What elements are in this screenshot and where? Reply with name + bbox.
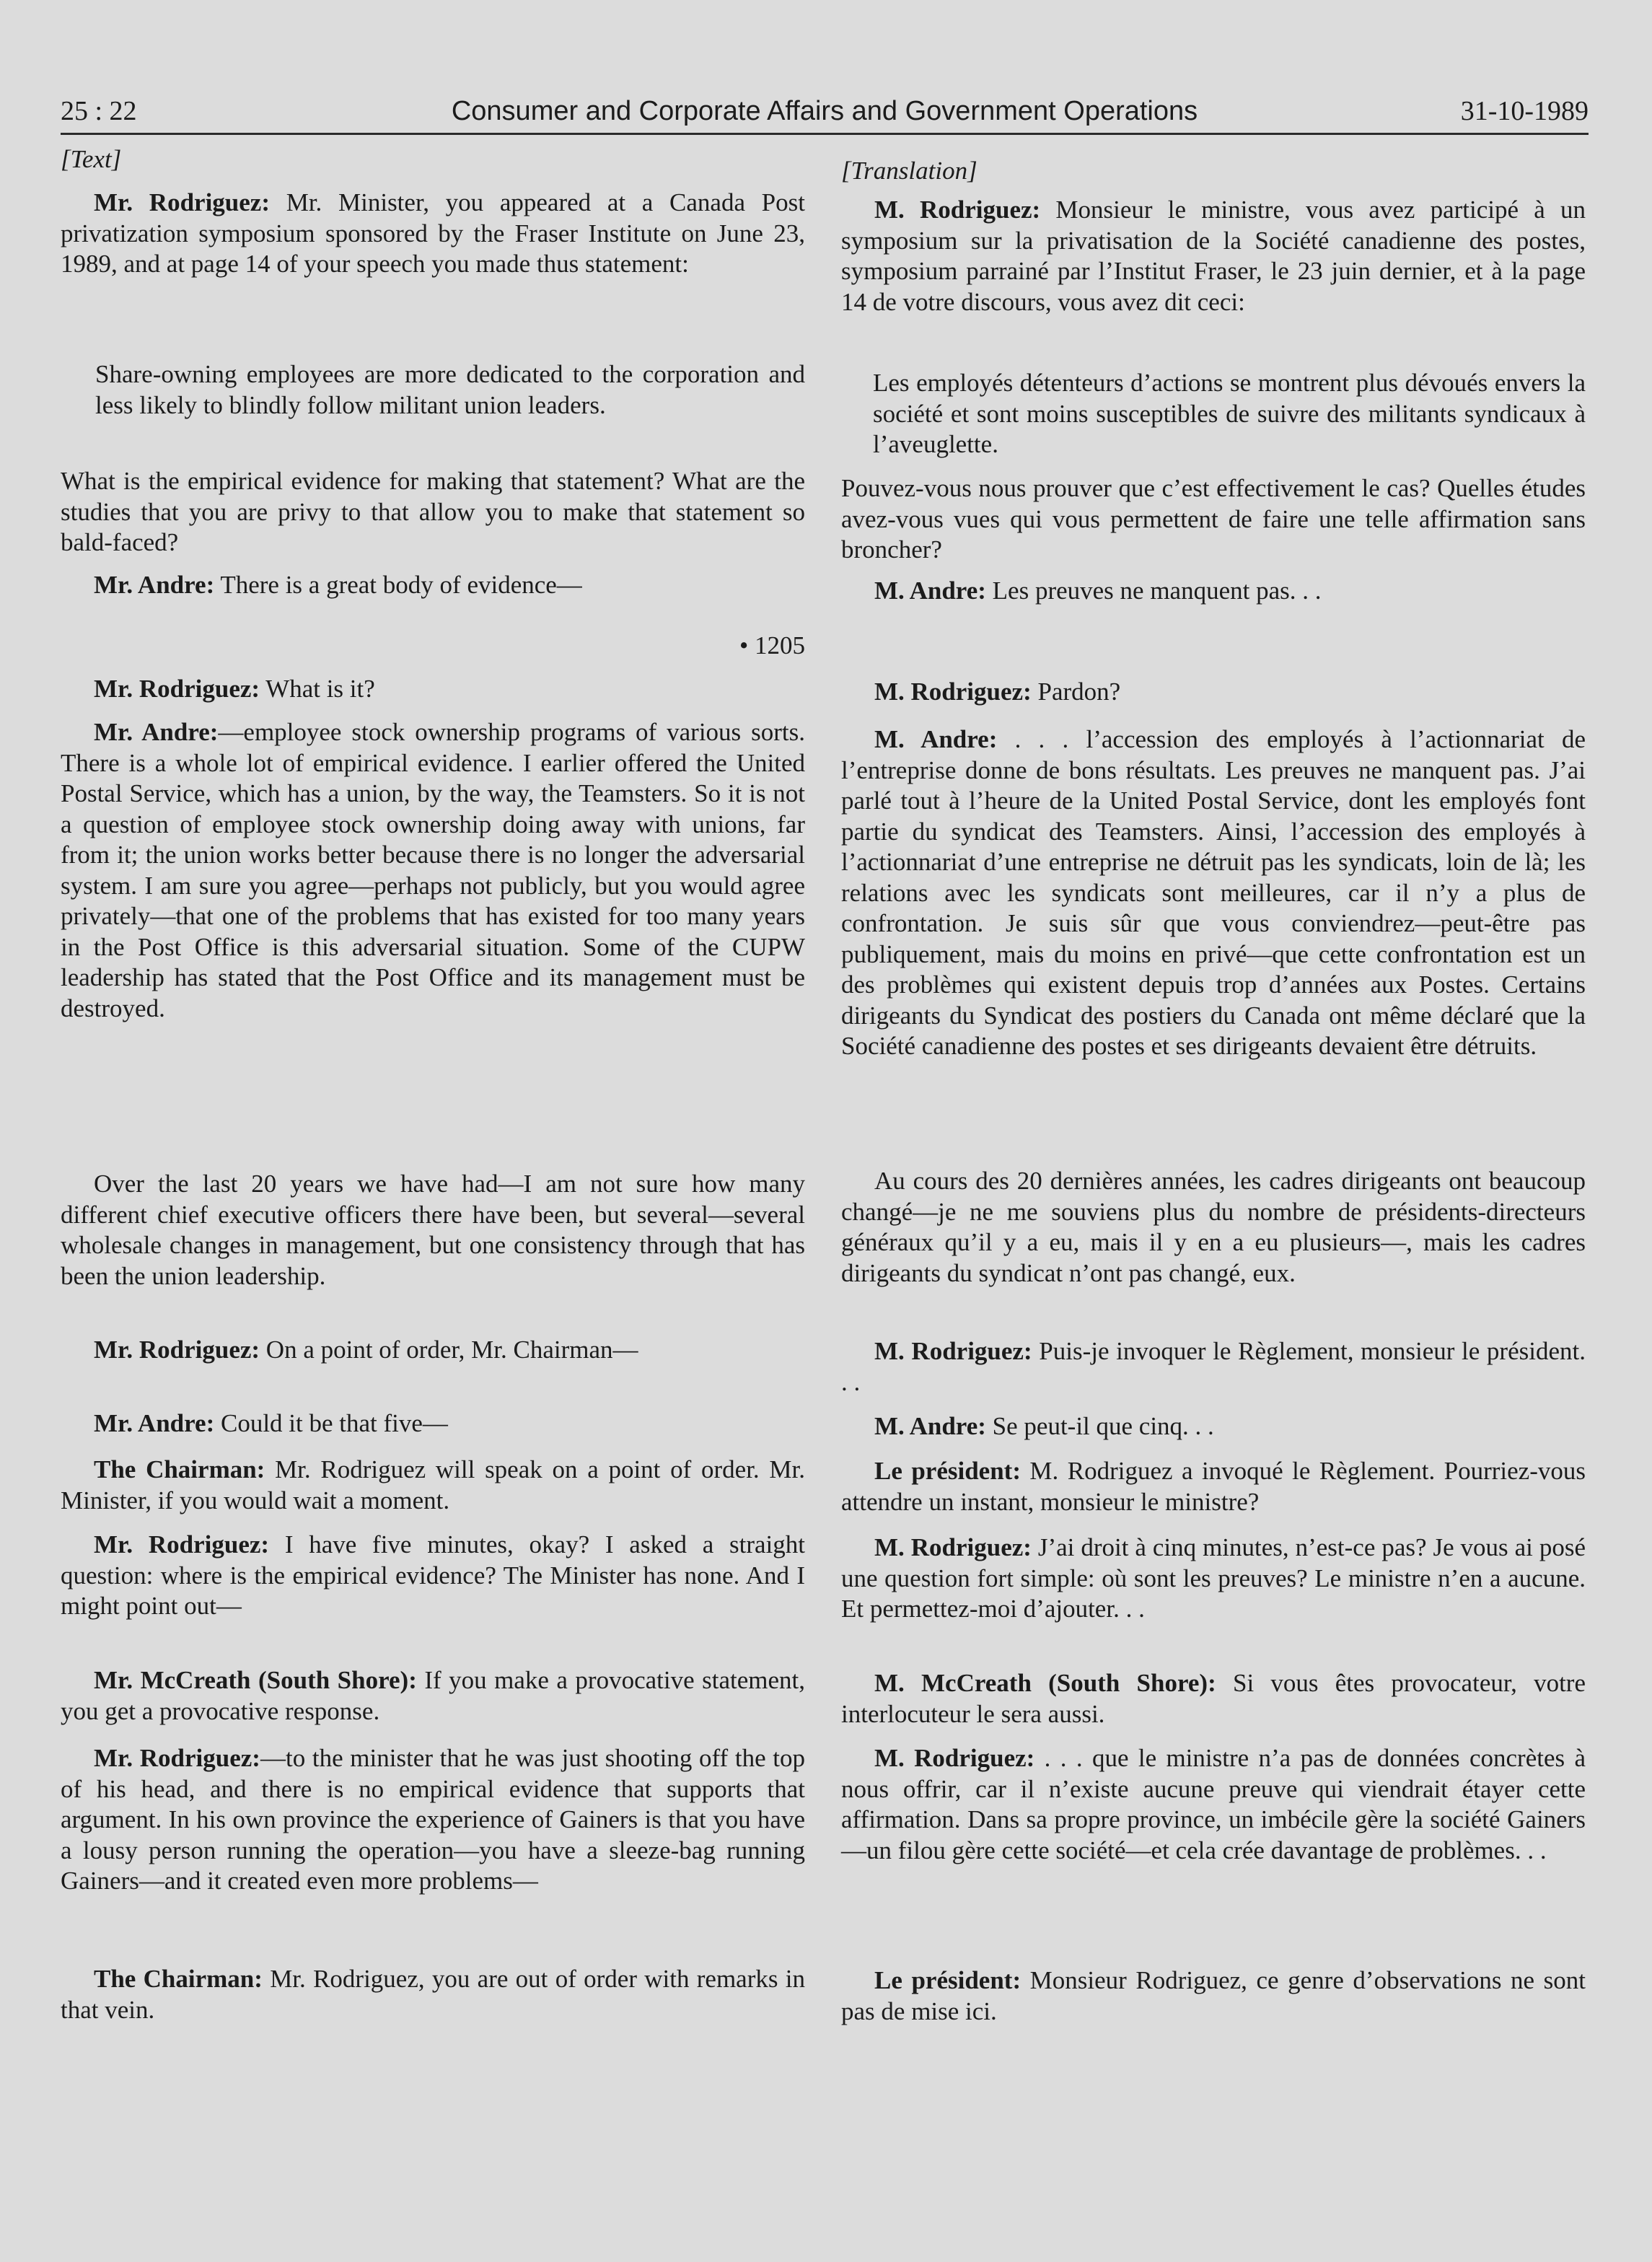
paragraph [841,1533,1586,1625]
text-tag: [Text] [61,145,122,173]
block-quote: Les employés détenteurs d’actions se montrent plus dévoués envers la société et sont moins susceptibles de suivre des militants syndicaux à l’aveuglette. [873,369,1586,458]
paragraph [841,1336,1586,1398]
paragraph [61,1530,805,1622]
speech: Mr. Rodriguez will speak on a point of order. Mr. Minister, if you would wait a moment. [61,1455,805,1514]
paragraph [841,724,1586,1062]
translation-tag: [Translation] [841,157,977,185]
paragraph [61,1743,805,1897]
speech: . . . que le ministre n’a pas de données concrètes à nous offrir, car il n’existe aucune preuve qui viendrait étayer cette affirmation. Dans sa propre province, un imbécile gère la société Gainers—un filou gère cette société—et cela crée davantage de problèmes. . . [841,1744,1586,1864]
paragraph [841,677,1586,708]
speaker: Mr. Rodriguez: [94,1336,260,1364]
running-title: Consumer and Corporate Affairs and Government Operations [451,96,1198,126]
speech: What is it? [260,675,375,703]
paragraph: Pouvez-vous nous prouver que c’est effectivement le cas? Quelles études avez-vous vues qui vous permettent de faire une telle affirmation sans broncher? [841,474,1586,564]
speaker: Le président: [874,1457,1021,1485]
speaker: Mr. Rodriguez: [94,188,270,216]
paragraph [61,1964,805,2025]
speech: Se peut-il que cinq. . . [985,1412,1214,1440]
speaker: M. Andre: [874,1412,986,1440]
speaker: Mr. Andre: [94,571,215,599]
speaker: The Chairman: [94,1965,263,1993]
paragraph [61,1408,805,1439]
speech: Pardon? [1031,678,1121,706]
speech: . . . l’accession des employés à l’actionnariat de l’entreprise donne de bons résultats. Les preuves ne manquent pas. J’ai parlé tout à l’heure de la United Postal Service, dont les employés font partie du syndicat des Teamsters. Ainsi, l’accession des employés à l’actionnariat d’une entreprise ne détruit pas les syndicats, loin de là; les relations avec les syndicats sont meilleures, car il n’y a plus de confrontation. Je suis sûr que vous conviendrez—peut-être pas publiquement, mais du moins en privé—que cette confrontation est un des problèmes qui existent depuis trop d’années aux Postes. Certains dirigeants du Syndicat des postiers du Canada ont même déclaré que la Société canadienne des postes et ses dirigeants devaient être détruits. [841,725,1586,1060]
page-date: 31-10-1989 [1460,96,1589,126]
speaker: Mr. Rodriguez: [94,1530,270,1559]
paragraph: Over the last 20 years we have had—I am not sure how many different chief executive officers there have been, but several—several wholesale changes in management, but one consistency through that has been the union leadership. [61,1170,805,1290]
timestamp: • 1205 [739,631,805,659]
speaker: Mr. Rodriguez: [94,675,260,703]
paragraph [61,188,805,280]
paragraph [841,195,1586,317]
speech: Mr. Minister, you appeared at a Canada Post privatization symposium sponsored by the Fraser Institute on June 23, 1989, and at page 14 of your speech you made thus statement: [61,188,805,278]
paragraph [841,1411,1586,1442]
speech: There is a great body of evidence— [214,571,582,599]
page-number: 25 : 22 [61,96,137,126]
paragraph [61,570,805,601]
paragraph [61,1455,805,1516]
speaker: M. Andre: [874,725,998,753]
speaker: M. Rodriguez: [874,196,1041,224]
speech: —employee stock ownership programs of various sorts. There is a whole lot of empirical evidence. I earlier offered the United Postal Service, which has a union, by the way, the Teamsters. So it is not a question of employee stock ownership doing away with unions, far from it; the union works better because there is no longer the adversarial system. I am sure you agree—perhaps not publicly, but you would agree privately—that one of the problems that has existed for too many years in the Post Office is this adversarial situation. Some of the CUPW leadership has stated that the Post Office and its management must be destroyed. [61,718,805,1022]
paragraph: What is the empirical evidence for making that statement? What are the studies that you are privy to that allow you to make that statement so bald-faced? [61,467,805,556]
speaker: Mr. Rodriguez: [94,1744,260,1772]
paragraph [841,1668,1586,1730]
paragraph [841,1456,1586,1517]
speech: J’ai droit à cinq minutes, n’est-ce pas? Je vous ai posé une question fort simple: où sont les preuves? Le ministre n’en a aucune. Et permettez-moi d’ajouter. . . [841,1533,1586,1623]
speech: On a point of order, Mr. Chairman— [260,1336,638,1364]
speech: Si vous êtes provocateur, votre interlocuteur le sera aussi. [841,1669,1586,1728]
speaker: M. McCreath (South Shore): [874,1669,1216,1697]
speaker: M. Rodriguez: [874,1337,1032,1365]
speech: Could it be that five— [214,1409,448,1437]
paragraph [61,1335,805,1366]
speech: Puis-je invoquer le Règlement, monsieur le président. . . [841,1337,1586,1396]
speaker: M. Rodriguez: [874,678,1032,706]
page-header [61,91,1589,135]
speaker: M. Rodriguez: [874,1533,1032,1561]
speech: M. Rodriguez a invoqué le Règlement. Pourriez-vous attendre un instant, monsieur le ministre? [841,1457,1586,1516]
speaker: M. Rodriguez: [874,1744,1035,1772]
speech: Les preuves ne manquent pas. . . [985,577,1322,605]
speaker: M. Andre: [874,577,986,605]
speech: —to the minister that he was just shooting off the top of his head, and there is no empirical evidence that supports that argument. In his own province the experience of Gainers is that you have a lousy person running the operation—you have a sleeze-bag running Gainers—and it created even more problems— [61,1744,806,1895]
paragraph [841,1743,1586,1866]
speech: Mr. Rodriguez, you are out of order with remarks in that vein. [61,1965,805,2024]
speaker: Mr. Andre: [94,718,219,746]
speech: Monsieur le ministre, vous avez participé à un symposium sur la privatisation de la Société canadienne des postes, symposium parrainé par l’Institut Fraser, le 23 juin dernier, et à la page 14 de votre discours, vous avez dit ceci: [841,196,1586,316]
paragraph [61,674,805,705]
speech: If you make a provocative statement, you get a provocative response. [61,1666,805,1725]
paragraph [61,717,805,1024]
speech: Monsieur Rodriguez, ce genre d’observations ne sont pas de mise ici. [841,1966,1586,2025]
speaker: Mr. Andre: [94,1409,215,1437]
paragraph [841,576,1586,607]
speaker: The Chairman: [94,1455,265,1483]
block-quote: Share-owning employees are more dedicated to the corporation and less likely to blindly follow militant union leaders. [95,360,805,419]
paragraph [61,1665,805,1727]
paragraph [841,1965,1586,2027]
paragraph: Au cours des 20 dernières années, les cadres dirigeants ont beaucoup changé—je ne me souviens plus du nombre de présidents-directeurs généraux qu’il y a eu, mais il y en a eu plusieurs—, mais les cadres dirigeants du syndicat n’ont pas changé, eux. [841,1167,1586,1287]
speaker: Le président: [874,1966,1021,1994]
speaker: Mr. McCreath (South Shore): [94,1666,417,1694]
speech: I have five minutes, okay? I asked a straight question: where is the empirical evidence? The Minister has none. And I might point out— [61,1530,806,1620]
